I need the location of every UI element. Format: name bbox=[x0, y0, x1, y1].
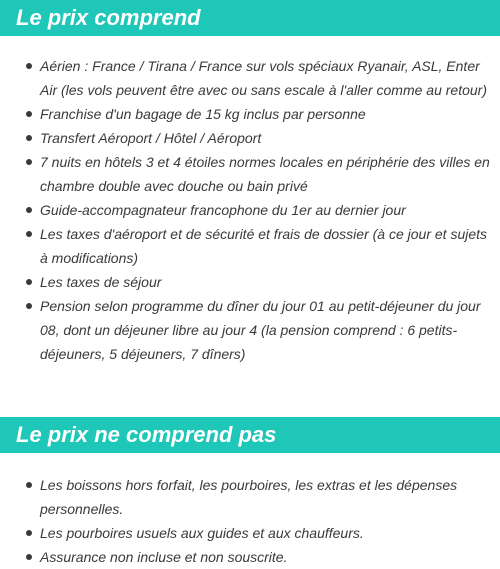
excluded-list bbox=[0, 453, 500, 569]
excluded-item-insurance: Assurance non incluse et non souscrite. bbox=[40, 545, 492, 569]
included-item-airport-taxes: Les taxes d'aéroport et de sécurité et frais de dossier (à ce jour et sujets à modifications) bbox=[40, 222, 492, 270]
included-section-title: Le prix comprend bbox=[0, 0, 500, 36]
included-list bbox=[0, 36, 500, 366]
included-item-tourist-tax: Les taxes de séjour bbox=[40, 270, 492, 294]
included-item-guide: Guide-accompagnateur francophone du 1er au dernier jour bbox=[40, 198, 492, 222]
excluded-item-tips: Les pourboires usuels aux guides et aux chauffeurs. bbox=[40, 521, 492, 545]
included-item-hotels: 7 nuits en hôtels 3 et 4 étoiles normes locales en périphérie des villes en chambre double avec douche ou bain privé bbox=[40, 150, 492, 198]
included-item-airfare: Aérien : France / Tirana / France sur vols spéciaux Ryanair, ASL, Enter Air (les vols peuvent être avec ou sans escale à l'aller comme au retour) bbox=[40, 54, 492, 102]
included-item-baggage: Franchise d'un bagage de 15 kg inclus par personne bbox=[40, 102, 492, 126]
included-item-transfer: Transfert Aéroport / Hôtel / Aéroport bbox=[40, 126, 492, 150]
excluded-section-title: Le prix ne comprend pas bbox=[0, 417, 500, 453]
included-item-board: Pension selon programme du dîner du jour 01 au petit-déjeuner du jour 08, dont un déjeuner libre au jour 4 (la pension comprend : 6 petits-déjeuners, 5 déjeuners, 7 dîners) bbox=[40, 294, 492, 366]
excluded-item-drinks: Les boissons hors forfait, les pourboires, les extras et les dépenses personnelles. bbox=[40, 473, 492, 521]
